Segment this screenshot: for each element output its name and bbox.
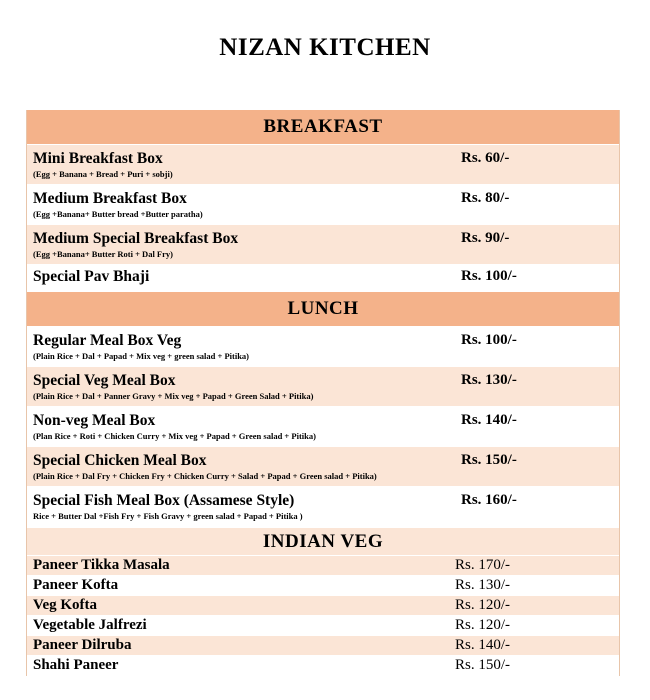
item-name: Special Veg Meal Box: [33, 372, 176, 389]
menu-item: [27, 225, 619, 265]
item-description: (Plain Rice + Dal Fry + Chicken Fry + Chicken Curry + Salad + Papad + Green salad + Pitika): [33, 471, 377, 481]
item-price: Rs. 90/-: [461, 230, 510, 246]
menu-item: [27, 185, 619, 225]
item-description: (Plan Rice + Roti + Chicken Curry + Mix veg + Papad + Green salad + Pitika): [33, 431, 316, 441]
item-price: Rs. 100/-: [461, 268, 517, 284]
item-price: Rs. 150/-: [455, 657, 511, 673]
section-header-breakfast: BREAKFAST: [27, 110, 619, 145]
menu-item: [27, 556, 619, 576]
menu-item: [27, 487, 619, 528]
item-name: Veg Kofta: [33, 597, 98, 613]
item-price: Rs. 120/-: [455, 617, 511, 633]
menu-item: [27, 616, 619, 636]
menu-item: [27, 265, 619, 292]
item-price: Rs. 80/-: [461, 190, 510, 206]
item-price: Rs. 160/-: [461, 492, 517, 508]
item-name: Non-veg Meal Box: [33, 412, 156, 429]
menu-item: [27, 407, 619, 447]
item-price: Rs. 140/-: [455, 637, 511, 653]
item-price: Rs. 140/-: [461, 412, 517, 428]
item-name: Paneer Dilruba: [33, 637, 132, 653]
menu-item: [27, 656, 619, 676]
item-description: (Egg +Banana+ Butter Roti + Dal Fry): [33, 249, 173, 259]
section-header-indian-veg: INDIAN VEG: [27, 528, 619, 556]
menu-item: [27, 327, 619, 367]
page-title: NIZAN KITCHEN: [219, 34, 431, 61]
item-price: Rs. 130/-: [461, 372, 517, 388]
item-name: Vegetable Jalfrezi: [33, 617, 147, 633]
item-description: (Plain Rice + Dal + Panner Gravy + Mix veg + Papad + Green Salad + Pitika): [33, 391, 314, 401]
item-price: Rs. 130/-: [455, 577, 511, 593]
item-price: Rs. 100/-: [461, 332, 517, 348]
item-price: Rs. 150/-: [461, 452, 517, 468]
item-name: Regular Meal Box Veg: [33, 332, 182, 349]
item-price: Rs. 170/-: [455, 557, 511, 573]
menu-item: [27, 596, 619, 616]
item-name: Paneer Kofta: [33, 577, 119, 593]
item-name: Special Fish Meal Box (Assamese Style): [33, 492, 295, 509]
item-description: (Egg + Banana + Bread + Puri + sobji): [33, 169, 173, 179]
menu-item: [27, 576, 619, 596]
item-name: Special Chicken Meal Box: [33, 452, 207, 469]
item-name: Special Pav Bhaji: [33, 268, 150, 285]
item-name: Medium Breakfast Box: [33, 190, 187, 207]
menu-item: [27, 367, 619, 407]
item-description: Rice + Butter Dal +Fish Fry + Fish Gravy + green salad + Papad + Pitika ): [33, 511, 303, 521]
item-price: Rs. 120/-: [455, 597, 511, 613]
item-description: (Egg +Banana+ Butter bread +Butter paratha): [33, 209, 203, 219]
item-name: Mini Breakfast Box: [33, 150, 163, 167]
item-name: Shahi Paneer: [33, 657, 119, 673]
menu-item: [27, 447, 619, 487]
item-price: Rs. 60/-: [461, 150, 510, 166]
menu-item: [27, 636, 619, 656]
section-header-lunch: LUNCH: [27, 292, 619, 327]
menu-table: [26, 110, 620, 676]
item-name: Paneer Tikka Masala: [33, 557, 170, 573]
item-name: Medium Special Breakfast Box: [33, 230, 239, 247]
item-description: (Plain Rice + Dal + Papad + Mix veg + green salad + Pitika): [33, 351, 250, 361]
menu-item: [27, 145, 619, 185]
